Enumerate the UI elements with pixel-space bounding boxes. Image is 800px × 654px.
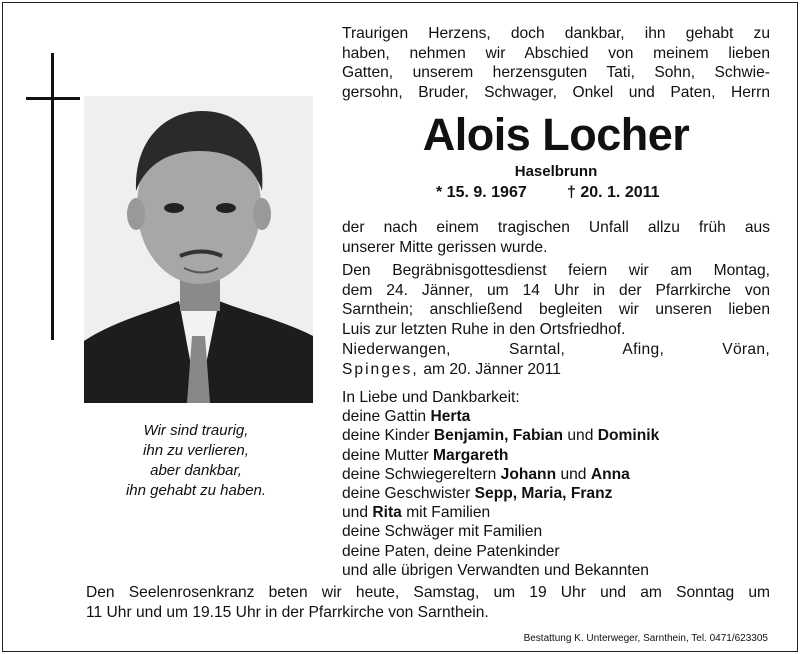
list-item [342, 484, 659, 503]
paragraph-line: dem 24. Jänner, um 14 Uhr in der Pfarrkirche von [342, 281, 770, 299]
funeral-paragraph [342, 261, 770, 339]
list-item [342, 503, 659, 522]
list-text: deine Gattin [342, 408, 427, 426]
quote-line: ihn gehabt zu haben. [125, 482, 267, 499]
list-item [342, 446, 659, 465]
portrait-photo [84, 96, 313, 403]
places-line: Niederwangen, Sarntal, Afing, Vöran, [342, 341, 770, 358]
accident-paragraph [342, 218, 770, 257]
list-name: Johann [500, 465, 557, 483]
paragraph-line: Den Begräbnisgottesdienst feiern wir am Montag, [342, 262, 770, 279]
intro-paragraph [342, 24, 770, 102]
list-text: deine Kinder [342, 427, 430, 445]
list-name: Anna [590, 465, 630, 483]
intro-line: Traurigen Herzens, doch dankbar, ihn gehabt zu [342, 25, 770, 42]
list-name: Rita [372, 504, 402, 522]
birth-date: * 15. 9. 1967 [436, 184, 527, 201]
date-line-places: Spinges, [342, 360, 419, 378]
deceased-name: Alois Locher [422, 109, 690, 160]
place-date-block [342, 340, 770, 379]
paragraph-line: der nach einem tragischen Unfall allzu früh aus [342, 219, 770, 236]
list-item: deine Schwäger mit Familien [342, 523, 543, 541]
list-text: und [560, 465, 587, 483]
list-item: deine Paten, deine Patenkinder [342, 542, 560, 560]
date-line [342, 360, 770, 380]
list-text: mit Familien [406, 504, 491, 522]
date-line-date: am 20. Jänner 2011 [423, 360, 561, 378]
cross-icon-bar [26, 97, 80, 100]
intro-line: Gatten, unserem herzensguten Tati, Sohn, Schwie- [342, 64, 770, 81]
footer-line: 11 Uhr und um 19.15 Uhr in der Pfarrkirche von Sarnthein. [86, 603, 489, 621]
quote-line: aber dankbar, [150, 462, 242, 479]
intro-line: haben, nehmen wir Abschied von meinem lieben [342, 44, 770, 62]
list-text: deine Schwiegereltern [342, 465, 497, 483]
list-heading: In Liebe und Dankbarkeit: [342, 389, 520, 406]
paragraph-line: Sarnthein; anschließend begleiten wir unseren lieben [342, 301, 770, 318]
paragraph-line: unserer Mitte gerissen wurde. [342, 238, 548, 256]
intro-line: gersohn, Bruder, Schwager, Onkel und Paten, Herrn [342, 83, 770, 101]
list-name: Dominik [597, 427, 660, 445]
list-text: und [342, 504, 369, 522]
paragraph-line: Luis zur letzten Ruhe in den Ortsfriedhof. [342, 320, 626, 338]
list-name: Sepp, Maria, Franz [474, 485, 613, 503]
list-name: Margareth [433, 446, 509, 464]
quote-line: Wir sind traurig, [143, 422, 249, 439]
memorial-quote [86, 421, 306, 501]
list-text: deine Mutter [342, 446, 429, 464]
list-item [342, 426, 659, 445]
mourners-list [342, 388, 659, 580]
hometown: Haselbrunn [514, 163, 598, 180]
list-name: Herta [430, 408, 471, 426]
list-text: und [567, 427, 594, 445]
list-item [342, 465, 659, 484]
list-name: Benjamin, Fabian [433, 427, 564, 445]
rosary-notice [86, 583, 770, 622]
list-text: deine Geschwister [342, 485, 471, 503]
quote-line: ihn zu verlieren, [143, 442, 249, 459]
footer-line: Den Seelenrosenkranz beten wir heute, Samstag, um 19 Uhr und am Sonntag um [86, 584, 770, 601]
list-item: und alle übrigen Verwandten und Bekannten [342, 561, 649, 579]
funeral-home-credit: Bestattung K. Unterweger, Sarnthein, Tel. 0471/623305 [523, 633, 768, 644]
death-date: † 20. 1. 2011 [567, 184, 660, 201]
list-item [342, 407, 659, 426]
